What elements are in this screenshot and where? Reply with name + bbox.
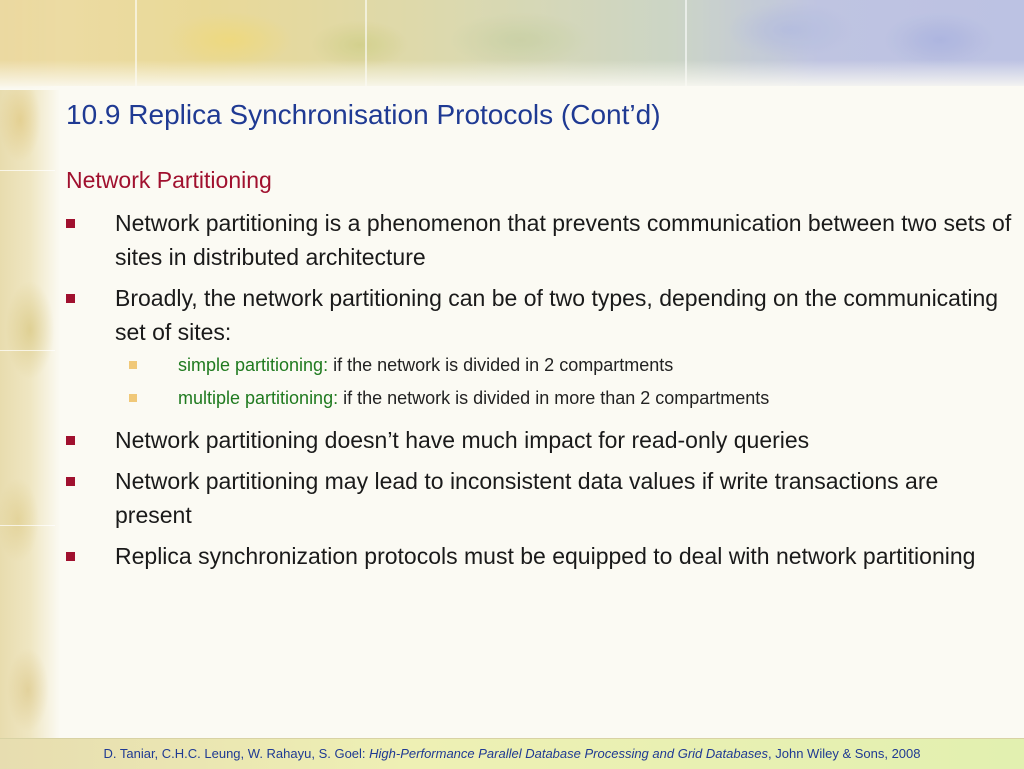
bullet-list [66, 206, 1016, 580]
square-bullet-icon [66, 219, 75, 228]
left-decorative-band [0, 0, 60, 768]
bullet-text: Network partitioning may lead to inconsistent data values if write transactions are present [115, 468, 939, 528]
section-subheading: Network Partitioning [66, 167, 272, 193]
footer-authors: D. Taniar, C.H.C. Leung, W. Rahayu, S. Goel: [103, 746, 370, 761]
square-bullet-icon [66, 294, 75, 303]
bullet-item [66, 464, 1016, 532]
footer-book-title: High-Performance Parallel Database Processing and Grid Databases [369, 746, 769, 761]
sub-bullet-item [66, 353, 1016, 377]
bullet-item [66, 423, 1016, 457]
bullet-item [66, 281, 1016, 349]
square-sub-bullet-icon [129, 394, 137, 402]
bullet-text: Replica synchronization protocols must be equipped to deal with network partitioning [115, 543, 976, 569]
bullet-item [66, 539, 1016, 573]
bullet-text: Broadly, the network partitioning can be of two types, depending on the communicating set of sites: [115, 285, 999, 345]
banner-fade [0, 60, 1024, 90]
bullet-item [66, 206, 1016, 274]
sub-bullet-item [66, 386, 1016, 410]
bullet-text: Network partitioning is a phenomenon that prevents communication between two sets of sites in distributed architecture [115, 210, 1012, 270]
sub-bullet-term: simple partitioning: [178, 355, 329, 375]
sub-bullet-text: if the network is divided in more than 2 compartments [338, 388, 770, 408]
citation-footer [0, 738, 1024, 769]
square-bullet-icon [66, 436, 75, 445]
slide-title: 10.9 Replica Synchronisation Protocols (Cont’d) [66, 99, 661, 130]
sub-bullet-text: if the network is divided in 2 compartments [328, 355, 674, 375]
square-bullet-icon [66, 477, 75, 486]
square-bullet-icon [66, 552, 75, 561]
bullet-text: Network partitioning doesn’t have much impact for read-only queries [115, 427, 810, 453]
footer-publisher: , John Wiley & Sons, 2008 [768, 746, 921, 761]
sub-bullet-term: multiple partitioning: [178, 388, 339, 408]
square-sub-bullet-icon [129, 361, 137, 369]
